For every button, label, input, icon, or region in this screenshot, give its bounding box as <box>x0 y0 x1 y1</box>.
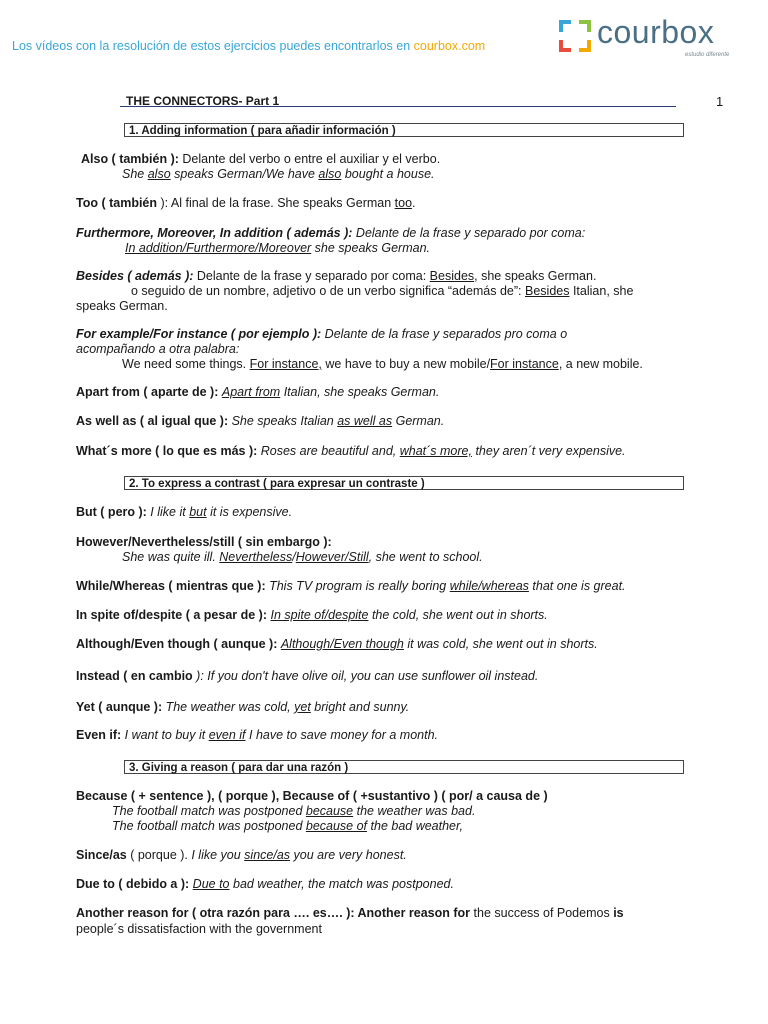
ex: , she went to school. <box>368 550 483 564</box>
ex-u: In spite of/despite <box>270 608 369 622</box>
section-header-contrast <box>124 476 684 490</box>
ex: Italian, she speaks German. <box>280 385 440 399</box>
header-tagline <box>12 39 485 53</box>
term: For example/For instance ( por ejemplo ): <box>76 327 322 341</box>
ex: ): If you don't have olive oil, you can use sunflower oil instead. <box>196 669 539 683</box>
example-because-of <box>112 819 463 834</box>
term: Too ( también <box>76 196 161 210</box>
ex-u: For instance <box>490 357 559 371</box>
term: Furthermore, Moreover, In addition ( además ): <box>76 226 353 240</box>
term: Because ( + sentence ), ( porque ), Because of ( +sustantivo ) ( por/ a causa de ) <box>76 789 548 803</box>
ex: The weather was cold, <box>162 700 295 714</box>
courbox-logo <box>557 16 753 60</box>
desc: . <box>412 196 416 210</box>
entry-even-if <box>76 728 438 743</box>
ex: She was quite ill. <box>122 550 220 564</box>
ex: This TV program is really boring <box>265 579 450 593</box>
ex: the weather was bad. <box>353 804 476 818</box>
ex: We need some things. <box>122 357 250 371</box>
term: Apart from ( aparte de ): <box>76 385 219 399</box>
ex: the success of Podemos <box>470 906 614 920</box>
term: But ( pero ): <box>76 505 147 519</box>
ex-u: For instance, <box>249 357 322 371</box>
logo-wordmark: courbox <box>597 14 715 50</box>
term: While/Whereas ( mientras que ): <box>76 579 266 593</box>
ex: I like you <box>191 848 245 862</box>
entry-while <box>76 579 626 594</box>
entry-since <box>76 848 407 863</box>
term: Also ( también ): <box>81 152 179 166</box>
ex: the bad weather, <box>367 819 463 833</box>
ex-u: Apart from <box>221 385 281 399</box>
term: Since/as <box>76 848 127 862</box>
desc: Italian, she <box>569 284 634 298</box>
section-title: 3. Giving a reason ( para dar una razón ) <box>129 762 349 774</box>
section-title: 2. To express a contrast ( para expresar un contraste ) <box>129 478 425 490</box>
term: Instead ( en cambio <box>76 669 197 683</box>
ex-u: because of <box>305 819 368 833</box>
entry-apart-from <box>76 385 439 400</box>
section-title: 1. Adding information ( para añadir información ) <box>129 125 396 137</box>
section-header-adding <box>124 123 684 137</box>
entry-however <box>76 535 332 550</box>
ex: She speaks Italian <box>228 414 338 428</box>
term: As well as ( al igual que ): <box>76 414 229 428</box>
ex: speaks German/We have <box>170 167 319 181</box>
desc: acompañando a otra palabra: <box>76 342 240 356</box>
term: Due to ( debido a ): <box>76 877 190 891</box>
desc: ( porque ). <box>126 848 192 862</box>
ex: She <box>122 167 148 181</box>
entry-besides <box>76 269 596 284</box>
ex-u: too <box>394 196 413 210</box>
ex: the cold, she went out in shorts. <box>368 608 548 622</box>
ex: you are very honest. <box>290 848 407 862</box>
example-also <box>122 167 435 182</box>
term: Besides ( además ): <box>76 269 194 283</box>
ex-u: yet <box>294 700 311 714</box>
ex: bad weather, the match was postponed. <box>229 877 454 891</box>
term: Even if: <box>76 728 122 742</box>
entry-due-to <box>76 877 454 892</box>
entry-besides-line2 <box>131 284 633 299</box>
ex: I like it <box>146 505 190 519</box>
desc: , she speaks German. <box>474 269 597 283</box>
example-however <box>122 550 483 565</box>
example-for-example <box>122 357 643 372</box>
ex-u: Besides <box>525 284 570 298</box>
entry-whats-more <box>76 444 626 459</box>
term: Another reason for ( otra razón para …. es…. ): <box>76 906 355 920</box>
ex: / <box>292 550 296 564</box>
ex: German. <box>392 414 445 428</box>
ex-u: as well as <box>337 414 393 428</box>
ex-u: Due to <box>192 877 230 891</box>
ex: I want to buy it <box>121 728 209 742</box>
ex-u: but <box>189 505 207 519</box>
entry-another-reason-line2 <box>76 922 322 937</box>
entry-also <box>81 152 440 167</box>
ex-u: since/as <box>244 848 291 862</box>
entry-because <box>76 789 548 804</box>
term: What´s more ( lo que es más ): <box>76 444 258 458</box>
entry-besides-line3 <box>76 299 168 314</box>
term: Another reason for <box>354 906 471 920</box>
ex-u: because <box>305 804 354 818</box>
entry-in-spite-of <box>76 608 548 623</box>
ex-u: also <box>147 167 171 181</box>
section-header-reason <box>124 760 684 774</box>
ex: they aren´t very expensive. <box>471 444 626 458</box>
term: In spite of/despite ( a pesar de ): <box>76 608 268 622</box>
logo-mark-icon <box>557 18 593 54</box>
term: is <box>613 906 624 920</box>
entry-yet <box>76 700 409 715</box>
courbox-link[interactable]: courbox.com <box>413 39 486 53</box>
example-furthermore <box>125 241 430 256</box>
entry-but <box>76 505 292 520</box>
desc: o seguido de un nombre, adjetivo o de un verbo significa “además de”: <box>131 284 525 298</box>
entry-for-example <box>76 327 567 342</box>
desc: ): Al final de la frase. She speaks German <box>160 196 395 210</box>
ex: I have to save money for a month. <box>245 728 439 742</box>
ex-u: Although/Even though <box>280 637 404 651</box>
ex: bright and sunny. <box>310 700 410 714</box>
ex: people´s dissatisfaction with the government <box>76 922 322 936</box>
desc: Delante del verbo o entre el auxiliar y el verbo. <box>178 152 441 166</box>
ex-u: Nevertheless <box>219 550 293 564</box>
entry-another-reason <box>76 906 624 921</box>
ex-u: even if <box>208 728 246 742</box>
ex: that one is great. <box>528 579 626 593</box>
ex: bought a house. <box>341 167 435 181</box>
entry-as-well-as <box>76 414 444 429</box>
page-title: THE CONNECTORS- Part 1 <box>126 94 280 108</box>
example-because <box>112 804 475 819</box>
ex: it was cold, she went out in shorts. <box>403 637 598 651</box>
ex-u: while/whereas <box>449 579 529 593</box>
desc: Delante de la frase y separados pro coma o <box>321 327 568 341</box>
ex-u: what´s more, <box>399 444 472 458</box>
entry-although <box>76 637 598 652</box>
term: Yet ( aunque ): <box>76 700 163 714</box>
desc: speaks German. <box>76 299 168 313</box>
term: However/Nevertheless/still ( sin embargo ): <box>76 535 332 549</box>
ex: The football match was postponed <box>112 819 306 833</box>
tagline-text: Los vídeos con la resolución de estos ejercicios puedes encontrarlos en <box>12 39 414 53</box>
ex-u: However/Still <box>295 550 369 564</box>
ex-u: In addition/Furthermore/Moreover <box>125 241 312 255</box>
term: Although/Even though ( aunque ): <box>76 637 278 651</box>
ex: The football match was postponed <box>112 804 306 818</box>
entry-furthermore <box>76 226 585 241</box>
desc: Delante de la frase y separado por coma: <box>352 226 586 240</box>
page-number: 1 <box>716 94 724 109</box>
logo-subtitle: estudio diferente <box>685 52 730 58</box>
ex: , a new mobile. <box>558 357 643 371</box>
ex: we have to buy a new mobile/ <box>321 357 491 371</box>
entry-for-example-line2 <box>76 342 239 357</box>
ex: she speaks German. <box>311 241 431 255</box>
desc: Delante de la frase y separado por coma: <box>193 269 430 283</box>
ex: it is expensive. <box>206 505 293 519</box>
ex-u: Besides <box>429 269 475 283</box>
ex: Roses are beautiful and, <box>257 444 400 458</box>
entry-too <box>76 196 416 211</box>
entry-instead <box>76 669 538 684</box>
ex-u: also <box>318 167 342 181</box>
